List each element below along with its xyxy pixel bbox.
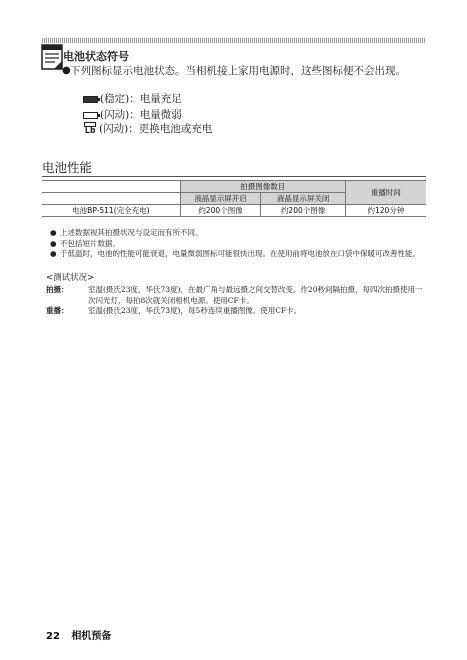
battery-performance-table	[42, 180, 426, 217]
heading-rule	[42, 176, 426, 177]
header-rule	[42, 38, 426, 43]
status-item-low	[83, 108, 182, 122]
condition-row-playback	[46, 306, 426, 317]
note-text: 于低温时，电池的性能可能衰退，电量微弱图标可能很快出现。在使用前将电池放在口袋中保暖可改善性能。	[60, 249, 420, 258]
list-item: ● 不包括短片数据。	[50, 238, 120, 248]
col-lcd-off-header: 液晶显示屏关闭	[261, 193, 345, 205]
conditions-heading: <测试状况>	[46, 273, 95, 283]
list-item: ● 于低温时，电池的性能可能衰退，电量微弱图标可能很快出现。在使用前将电池放在口袋中保暖可改善性能。	[50, 249, 420, 258]
condition-label: 重播：	[46, 306, 69, 315]
list-item: ● 上述数据视其拍摄状况与设定而有所不同。	[50, 228, 203, 237]
bullet-dot: ●	[62, 65, 71, 76]
cell-playback: 约120分钟	[345, 205, 426, 217]
group-header: 拍摄图像数目	[180, 181, 345, 193]
note-text: 上述数据视其拍摄状况与设定而有所不同。	[60, 228, 203, 237]
col-lcd-on-header: 液晶显示屏开启	[180, 193, 261, 205]
battery-replace-icon: Lb	[83, 122, 97, 136]
status-item-replace	[83, 122, 212, 136]
performance-heading: 电池性能	[42, 160, 93, 175]
intro-bullet	[62, 64, 426, 78]
page-number: 22	[46, 631, 60, 642]
performance-notes	[50, 228, 426, 260]
cell-lcd-on: 约200个图像	[180, 205, 261, 217]
note-text: 不包括短片数据。	[60, 238, 120, 248]
table-corner	[42, 193, 180, 205]
note-icon	[41, 44, 63, 70]
condition-text: 室温(摄氏23度，华氏73度)，在最广角与最远摄之间交替改变，作20秒间隔拍摄，每四次拍摄使用一次闪光灯，每拍8次就关闭相机电源。使用CF卡。	[88, 285, 423, 305]
status-text: (闪动)：电量微弱	[100, 109, 182, 121]
status-text: (闪动)：更换电池或充电	[99, 123, 213, 135]
footer-section: 相机预备	[71, 631, 112, 642]
condition-row-shooting	[46, 285, 426, 306]
col-playback-header: 重播时间	[345, 181, 426, 205]
condition-text: 室温(摄氏23度，华氏73度)，每5秒连续重播图像。使用CF卡。	[88, 306, 302, 315]
status-item-full	[83, 92, 182, 106]
intro-text: 下列图标显示电池状态。当相机接上家用电源时，这些图标便不会出现。	[70, 65, 406, 77]
battery-low-icon	[83, 112, 98, 119]
section-title: 电池状态符号	[63, 50, 129, 63]
condition-label: 拍摄：	[46, 285, 69, 294]
battery-full-icon	[83, 96, 98, 103]
table-row	[42, 205, 426, 217]
status-text: (稳定)：电量充足	[100, 93, 182, 105]
table-corner	[42, 181, 180, 193]
cell-lcd-off: 约200个图像	[261, 205, 345, 217]
row-label: 电池BP-511(完全充电)	[42, 205, 180, 217]
page-footer	[46, 627, 111, 642]
